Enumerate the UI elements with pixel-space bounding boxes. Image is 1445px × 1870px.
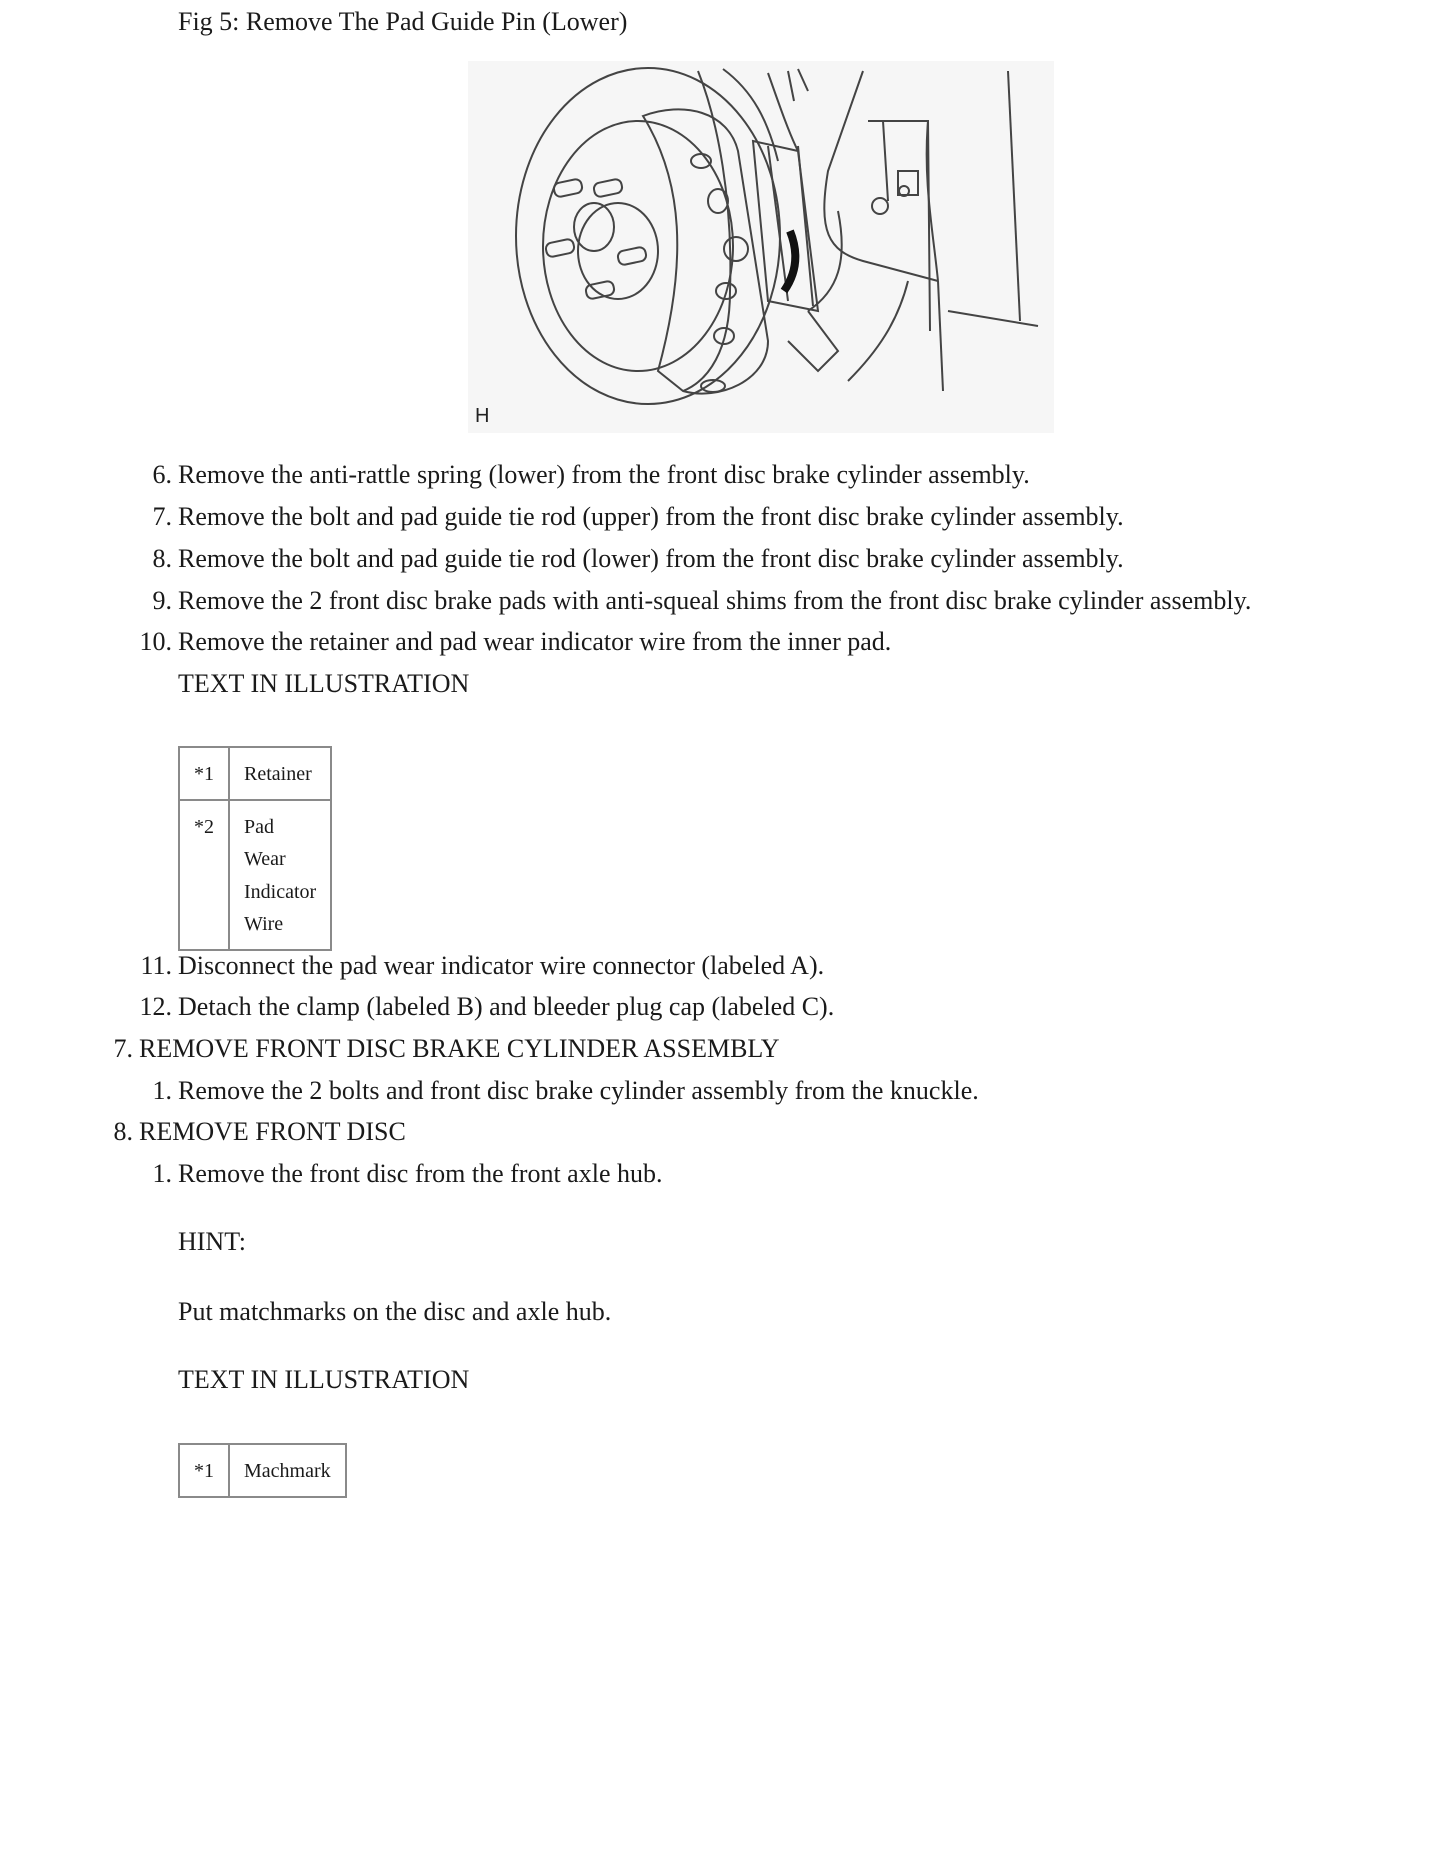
hint-text: Put matchmarks on the disc and axle hub. xyxy=(178,1297,612,1326)
list-item-number: 12. xyxy=(139,992,172,1021)
illustration-corner-label: H xyxy=(475,405,490,427)
disc-rotor-outline xyxy=(516,68,780,404)
text-in-illustration-heading: TEXT IN ILLUSTRATION xyxy=(178,669,470,698)
legend-label-line: Indicator xyxy=(244,880,317,903)
list-item-number: 11. xyxy=(140,951,172,980)
table-row xyxy=(179,800,331,950)
figure-caption: Fig 5: Remove The Pad Guide Pin (Lower) xyxy=(178,7,628,36)
list-item-number: 6. xyxy=(152,460,172,489)
list-item-number: 9. xyxy=(152,586,172,615)
text-in-illustration-heading: TEXT IN ILLUSTRATION xyxy=(178,1365,470,1394)
list-item-number: 10. xyxy=(139,627,172,656)
caliper-body xyxy=(643,109,768,393)
list-item-text: Disconnect the pad wear indicator wire connector (labeled A). xyxy=(178,951,825,980)
brake-caliper-drawing xyxy=(468,61,1054,433)
list-item-number: 8. xyxy=(152,544,172,573)
disc-rotor-inner xyxy=(543,121,733,371)
list-item-text: Remove the retainer and pad wear indicator wire from the inner pad. xyxy=(178,627,892,656)
list-item-text: Remove the 2 bolts and front disc brake cylinder assembly from the knuckle. xyxy=(178,1076,979,1105)
wheel-studs xyxy=(545,178,647,300)
section-title: REMOVE FRONT DISC xyxy=(139,1117,406,1146)
legend-id: *1 xyxy=(179,747,229,800)
section-number: 8. xyxy=(113,1117,133,1146)
legend-id: *2 xyxy=(179,800,229,950)
legend-label: Retainer xyxy=(229,747,331,800)
legend-id: *1 xyxy=(179,1444,229,1497)
legend-label-line: Wear xyxy=(244,848,286,870)
illustration-legend-table xyxy=(178,746,332,951)
section-number: 7. xyxy=(113,1034,133,1063)
list-item-number: 7. xyxy=(152,502,172,531)
knuckle-outline xyxy=(868,121,930,331)
list-item-text: Remove the front disc from the front axle hub. xyxy=(178,1159,663,1188)
list-item-text: Remove the bolt and pad guide tie rod (lower) from the front disc brake cylinder assembly. xyxy=(178,544,1124,573)
list-item-text: Remove the anti-rattle spring (lower) from the front disc brake cylinder assembly. xyxy=(178,460,1030,489)
removal-arrow xyxy=(784,231,795,291)
list-item-text: Remove the 2 front disc brake pads with anti-squeal shims from the front disc brake cylinder assembly. xyxy=(178,586,1252,615)
legend-label-line: Wire xyxy=(244,913,284,935)
section-title: REMOVE FRONT DISC BRAKE CYLINDER ASSEMBLY xyxy=(139,1034,780,1063)
list-item-text: Remove the bolt and pad guide tie rod (upper) from the front disc brake cylinder assembly. xyxy=(178,502,1124,531)
list-item-number: 1. xyxy=(152,1159,172,1188)
list-item-text: Detach the clamp (labeled B) and bleeder plug cap (labeled C). xyxy=(178,992,835,1021)
legend-label: Machmark xyxy=(229,1444,346,1497)
list-item-number: 1. xyxy=(152,1076,172,1105)
table-row xyxy=(179,1444,346,1497)
table-row xyxy=(179,747,331,800)
illustration-legend-table xyxy=(178,1443,347,1498)
hub-center xyxy=(574,203,614,251)
legend-label xyxy=(229,800,331,950)
hint-label: HINT: xyxy=(178,1227,247,1256)
legend-label-line: Pad xyxy=(244,815,274,838)
brake-illustration xyxy=(468,61,1054,433)
